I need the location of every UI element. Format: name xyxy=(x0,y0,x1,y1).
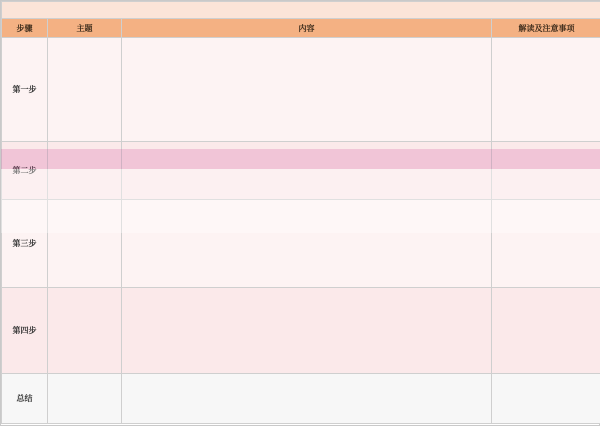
table-row xyxy=(2,374,600,424)
table-header-row xyxy=(2,19,600,38)
table-title-row xyxy=(2,2,600,19)
column-header-content: 内容 xyxy=(122,19,492,38)
column-header-notes: 解读及注意事项 xyxy=(492,19,600,38)
topic-cell xyxy=(48,288,122,374)
step-cell: 总结 xyxy=(2,374,48,424)
topic-cell xyxy=(48,38,122,142)
title-banner-overlay xyxy=(1,169,600,233)
table-title xyxy=(2,2,600,19)
column-header-topic: 主题 xyxy=(48,19,122,38)
table-row xyxy=(2,288,600,374)
notes-cell xyxy=(492,374,600,424)
content-cell xyxy=(122,374,492,424)
table-row xyxy=(2,38,600,142)
topic-cell xyxy=(48,374,122,424)
content-cell xyxy=(122,288,492,374)
step-cell: 第四步 xyxy=(2,288,48,374)
notes-cell xyxy=(492,288,600,374)
overlay-stripe xyxy=(1,149,600,169)
notes-cell xyxy=(492,38,600,142)
step-cell: 第二步 xyxy=(2,142,48,200)
content-cell xyxy=(122,38,492,142)
column-header-step: 步骤 xyxy=(2,19,48,38)
step-cell: 第三步 xyxy=(2,200,48,288)
step-cell: 第一步 xyxy=(2,38,48,142)
